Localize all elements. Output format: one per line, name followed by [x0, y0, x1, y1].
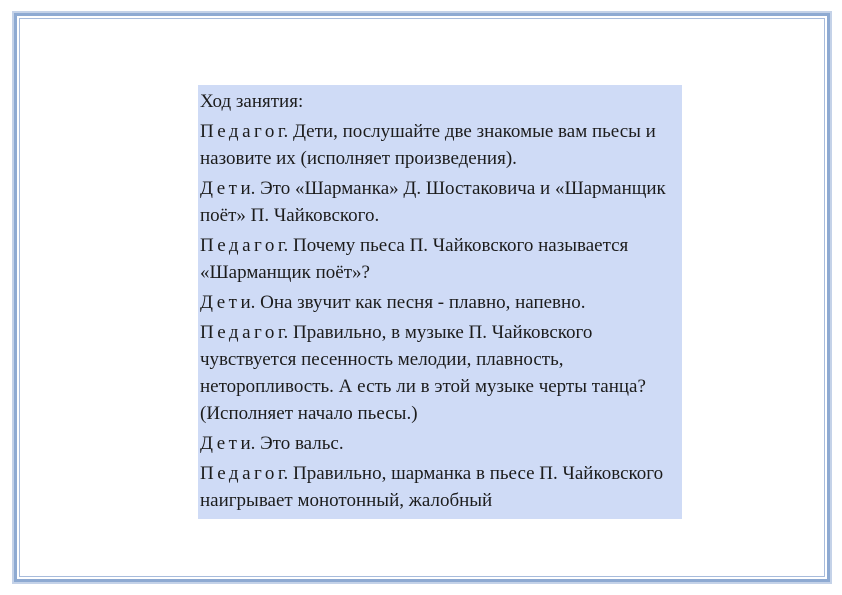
dialogue-text: Это вальс.	[255, 433, 344, 454]
dialogue-paragraph	[200, 175, 680, 229]
speaker-label: Педаго	[200, 235, 278, 256]
speaker-label-tail: и.	[240, 292, 256, 313]
dialogue-text: Правильно, шарманка в пьесе П. Чайковского наигрывает монотонный, жалобный	[200, 463, 664, 511]
dialogue-paragraph	[200, 319, 680, 427]
speaker-label: Дет	[200, 178, 241, 199]
dialogue-text: Она звучит как песня - плавно, напевно.	[255, 292, 586, 313]
speaker-label-tail: г.	[277, 463, 289, 484]
dialogue-paragraph	[200, 289, 680, 316]
speaker-label-tail: и.	[240, 433, 256, 454]
dialogue-paragraph	[200, 430, 680, 457]
speaker-label: Педаго	[200, 121, 278, 142]
dialogue-text: Дети, послушайте две знакомые вам пьесы и назовите их (исполняет произведения).	[200, 121, 656, 169]
lesson-heading: Ход занятия:	[200, 91, 304, 112]
speaker-label-tail: г.	[277, 121, 289, 142]
speaker-label: Педаго	[200, 322, 278, 343]
dialogue-text: Это «Шарманка» Д. Шостаковича и «Шарманщик поёт» П. Чайковского.	[200, 178, 666, 226]
speaker-label: Педаго	[200, 463, 278, 484]
dialogue-text: Почему пьеса П. Чайковского называется «Шарманщик поёт»?	[200, 235, 629, 283]
speaker-label: Дет	[200, 433, 241, 454]
speaker-label-tail: г.	[277, 235, 289, 256]
dialogue-paragraph	[200, 460, 680, 514]
speaker-label: Дет	[200, 292, 241, 313]
text-panel	[198, 85, 682, 519]
speaker-label-tail: и.	[240, 178, 256, 199]
speaker-label-tail: г.	[277, 322, 289, 343]
dialogue-text: Правильно, в музыке П. Чайковского чувствуется песенность мелодии, плавность, неторопливость. А есть ли в этой музыке черты танца? (Исполняет начало пьесы.)	[200, 322, 646, 424]
dialogue-paragraph	[200, 118, 680, 172]
dialogue-paragraph	[200, 232, 680, 286]
